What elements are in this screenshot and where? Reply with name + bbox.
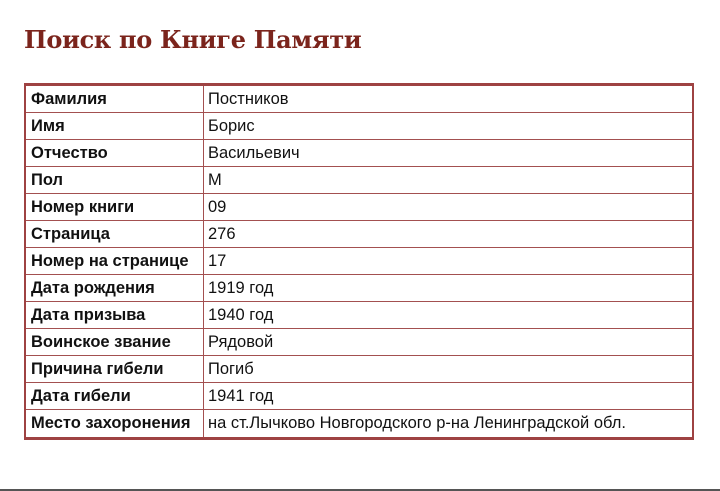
row-value: Борис (204, 113, 692, 140)
table-row-surname (26, 86, 692, 113)
row-value: на ст.Лычково Новгородского р-на Ленинградской обл. (208, 414, 626, 432)
row-value: 17 (204, 248, 692, 275)
row-label: Пол (26, 167, 204, 194)
row-label: Отчество (26, 140, 204, 167)
table-row-sex (26, 167, 692, 194)
row-label: Номер на странице (26, 248, 204, 275)
row-value: 1941 год (204, 383, 692, 410)
table-row-birth-date (26, 275, 692, 302)
table-row-first-name (26, 113, 692, 140)
row-label: Воинское звание (26, 329, 204, 356)
row-value: Рядовой (204, 329, 692, 356)
row-label: Дата рождения (26, 275, 204, 302)
row-label: Причина гибели (26, 356, 204, 383)
row-label: Дата гибели (26, 383, 204, 410)
row-value: Постников (204, 86, 692, 113)
row-value: 09 (204, 194, 692, 221)
row-label: Дата призыва (26, 302, 204, 329)
table-row-page (26, 221, 692, 248)
table-row-death-date (26, 383, 692, 410)
row-label: Номер книги (26, 194, 204, 221)
table-row-number-on-page (26, 248, 692, 275)
page-title: Поиск по Книге Памяти (24, 25, 362, 54)
row-value: 276 (204, 221, 692, 248)
memory-book-record-table (24, 83, 694, 440)
row-label: Страница (26, 221, 204, 248)
table-row-conscription-date (26, 302, 692, 329)
row-label: Фамилия (26, 86, 204, 113)
row-value: 1919 год (204, 275, 692, 302)
table-row-patronymic (26, 140, 692, 167)
row-value: М (204, 167, 692, 194)
table-row-burial-place (26, 410, 692, 437)
row-value: Васильевич (204, 140, 692, 167)
row-label: Место захоронения (26, 410, 204, 437)
row-value: 1940 год (204, 302, 692, 329)
table-row-cause-of-death (26, 356, 692, 383)
row-label: Имя (26, 113, 204, 140)
table-row-military-rank (26, 329, 692, 356)
table-row-book-number (26, 194, 692, 221)
row-value: Погиб (204, 356, 692, 383)
